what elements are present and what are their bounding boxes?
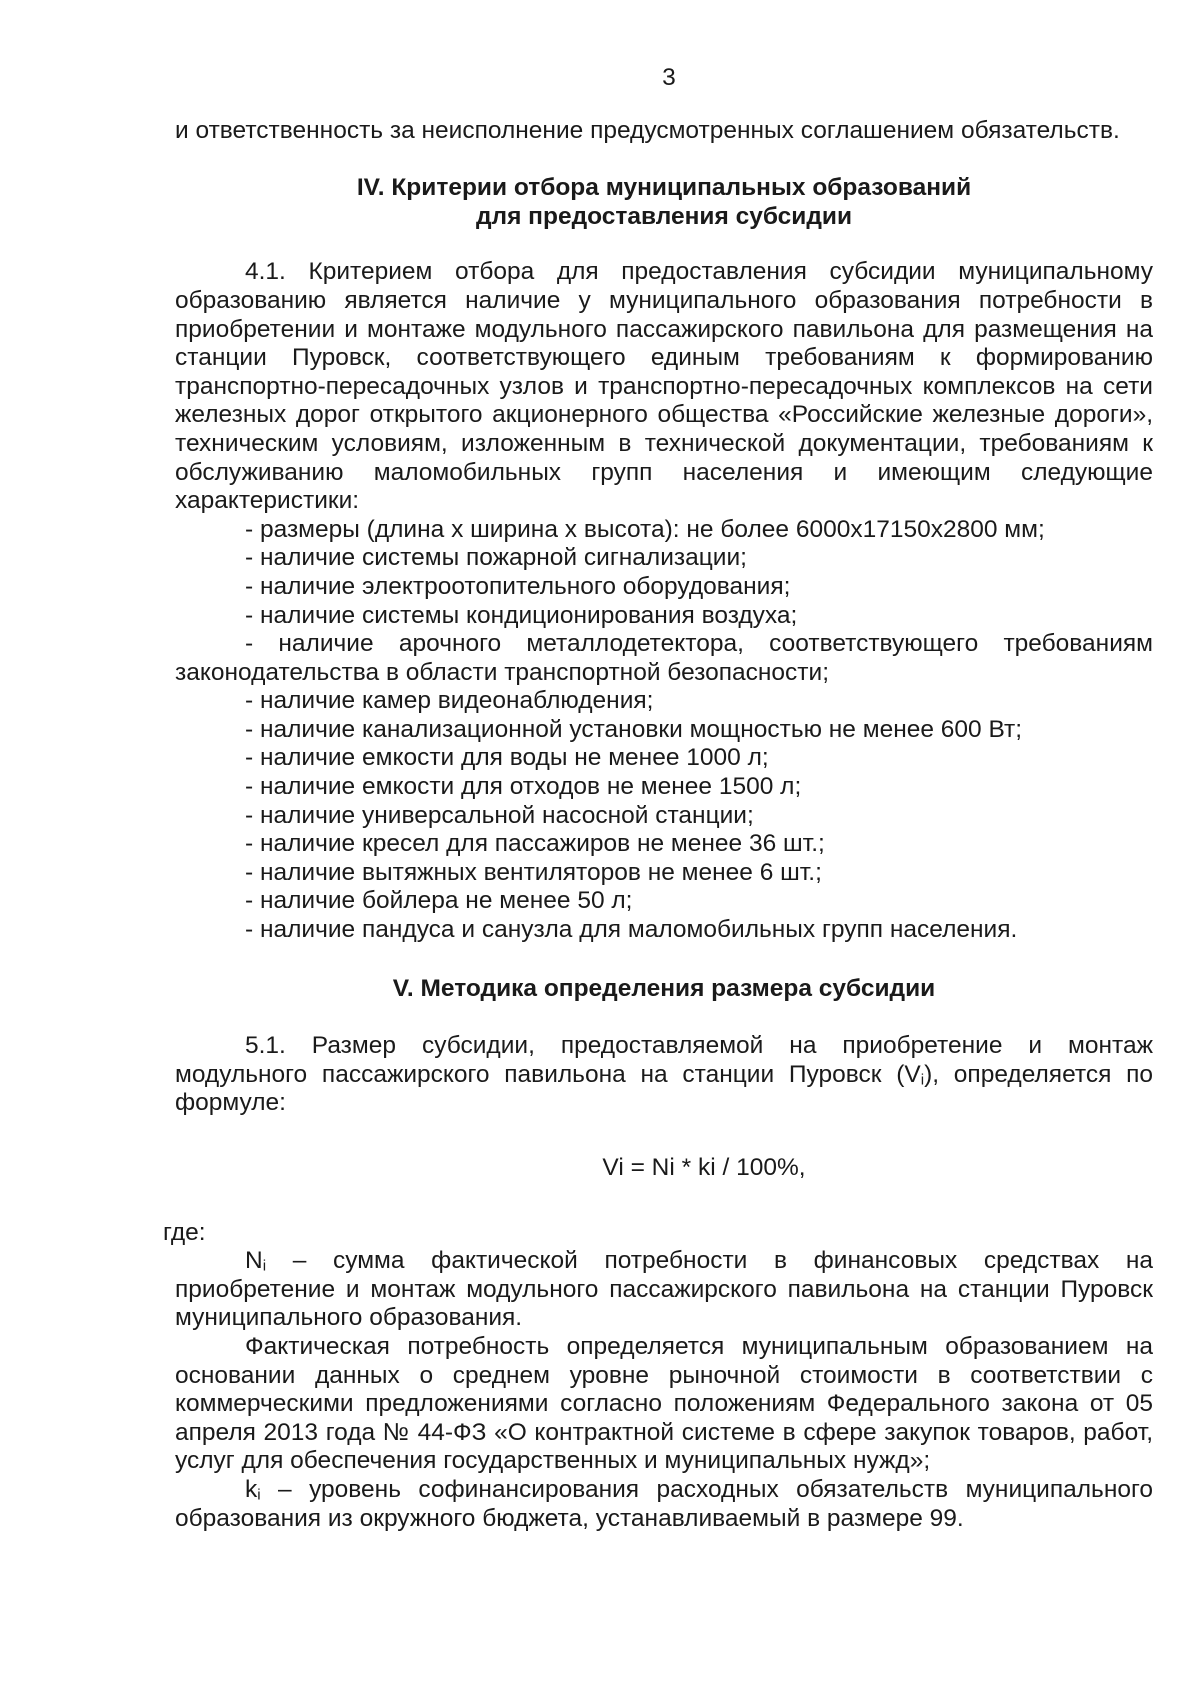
n-definition-text: – сумма фактической потребности в финансовых средствах на приобретение и монтаж модульного пассажирского павильона на станции Пуровск муниципального образования. [175, 1247, 1153, 1332]
list-item: - наличие универсальной насосной станции; [245, 801, 754, 829]
list-item: - наличие емкости для отходов не менее 1500 л; [245, 773, 802, 801]
list-item: - наличие системы кондиционирования воздуха; [245, 601, 798, 629]
list-item: - наличие пандуса и санузла для маломобильных групп населения. [245, 916, 1018, 944]
paragraph-4-1: 4.1. Критерием отбора для предоставления субсидии муниципальному образованию является наличие у муниципального образования потребности в приобретении и монтаже модульного пассажирского павильона для размещения на станции Пуровск, соответствующего единым требованиям к формированию транспортно-пересадочных узлов и транспортно-пересадочных комплексов на сети железных дорог открытого акционерного общества «Российские железные дороги», техническим условиям, изложенным в технической документации, требованиям к обслуживанию маломобильных групп населения и имеющим следующие характеристики: [175, 258, 1153, 515]
list-item: - наличие канализационной установки мощностью не менее 600 Вт; [245, 715, 1023, 743]
formula: Vi = Ni * ki / 100%, [602, 1154, 806, 1181]
paragraph-5-1-text-b: ), определяется по формуле: [175, 1060, 1153, 1117]
fact-paragraph: Фактическая потребность определяется муниципальным образованием на основании данных о среднем уровне рыночной стоимости в соответствии с коммерческими предложениями согласно положениям Федерального закона от 05 апреля 2013 года № 44-ФЗ «О контрактной системе в сфере закупок товаров, работ, услуг для обеспечения государственных и муниципальных нужд»; [175, 1332, 1153, 1475]
list-item: - наличие кресел для пассажиров не менее 36 шт.; [245, 830, 825, 858]
list-item: - наличие системы пожарной сигнализации; [245, 544, 747, 572]
section-4-heading-line1: IV. Критерии отбора муниципальных образований [356, 174, 972, 202]
intro-paragraph: и ответственность за неисполнение предусмотренных соглашением обязательств. [175, 116, 1120, 144]
list-item: - наличие вытяжных вентиляторов не менее 6 шт.; [245, 858, 822, 886]
page-number: 3 [662, 64, 676, 91]
list-item: - наличие арочного металлодетектора, соответствующего требованиям законодательства в области транспортной безопасности; [175, 630, 1153, 686]
characteristics-list [175, 516, 1153, 945]
definition-k [175, 1476, 1153, 1533]
list-item: - наличие емкости для воды не менее 1000 л; [245, 744, 769, 772]
k-definition-text: – уровень софинансирования расходных обязательств муниципального образования из окружного бюджета, устанавливаемый в размере 99. [175, 1475, 1153, 1532]
paragraph-5-1-text-a: 5.1. Размер субсидии, предоставляемой на приобретение и монтаж модульного пассажирского павильона на станции Пуровск (V [175, 1032, 1153, 1088]
section-4-heading-line2: для предоставления субсидии [475, 202, 853, 230]
definition-n [175, 1247, 1153, 1333]
section-5-heading: V. Методика определения размера субсидии [392, 974, 936, 1002]
n-subscript: i [262, 1257, 267, 1275]
k-symbol: k [245, 1475, 258, 1503]
list-item: - наличие камер видеонаблюдения; [245, 687, 654, 715]
n-symbol: N [245, 1247, 263, 1275]
paragraph-5-1 [175, 1032, 1153, 1118]
section-4-heading [175, 174, 1153, 231]
list-item: - наличие бойлера не менее 50 л; [245, 887, 633, 915]
paragraph-5-1-subscript: i [920, 1071, 925, 1089]
k-subscript: i [257, 1486, 261, 1504]
list-item: - размеры (длина х ширина х высота): не более 6000x17150x2800 мм; [245, 515, 1045, 543]
where-label: где: [163, 1218, 206, 1246]
list-item: - наличие электроотопительного оборудования; [245, 572, 791, 600]
